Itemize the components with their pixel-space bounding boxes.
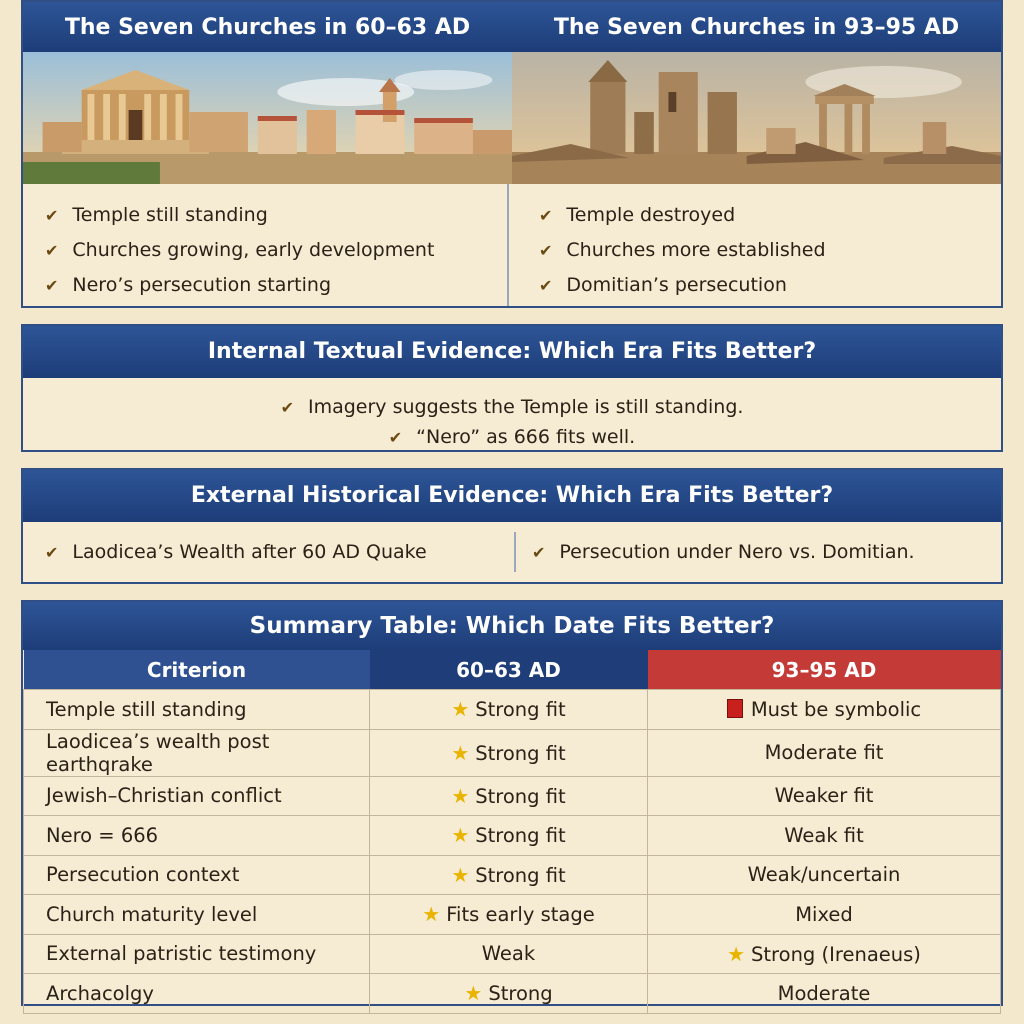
summary-table xyxy=(23,650,1001,1014)
internal-evidence-panel xyxy=(21,324,1003,452)
header-criterion: Criterion xyxy=(24,650,370,690)
criterion-cell: Persecution context xyxy=(24,855,370,895)
list-item: ✔ “Nero” as 666 fits well. xyxy=(388,426,636,448)
list-item: ✔ Temple still standing xyxy=(45,204,268,226)
era-feature-lists xyxy=(23,184,1001,306)
red-square-icon xyxy=(727,699,743,718)
criterion-cell: Jewish–Christian conflict xyxy=(24,776,370,816)
star-icon: ★ xyxy=(422,902,441,927)
late-date-cell: Weak fit xyxy=(648,816,1001,856)
check-icon: ✔ xyxy=(532,542,546,562)
early-era-list xyxy=(23,184,507,306)
table-row xyxy=(24,776,1001,816)
criterion-cell: Nero = 666 xyxy=(24,816,370,856)
criterion-cell: Temple still standing xyxy=(24,690,370,730)
era-title-early: The Seven Churches in 60–63 AD xyxy=(64,14,471,40)
external-evidence-body xyxy=(23,522,1001,582)
table-header-row xyxy=(24,650,1001,690)
early-date-cell: ★ Strong fit xyxy=(370,729,648,776)
list-item: ✔ Imagery suggests the Temple is still standing. xyxy=(280,396,744,418)
late-city-ruins-illustration xyxy=(512,52,1001,184)
list-item: ✔ Domitian’s persecution xyxy=(539,274,787,296)
star-icon: ★ xyxy=(451,740,470,765)
star-icon: ★ xyxy=(727,941,746,966)
star-icon: ★ xyxy=(451,783,470,808)
star-icon: ★ xyxy=(451,862,470,887)
late-date-cell: ★ Strong (Irenaeus) xyxy=(648,934,1001,974)
era-comparison-panel xyxy=(21,0,1003,308)
star-icon: ★ xyxy=(464,981,483,1006)
criterion-cell: External patristic testimony xyxy=(24,934,370,974)
late-era-list xyxy=(507,184,1001,306)
early-date-cell: ★ Strong fit xyxy=(370,690,648,730)
early-date-cell: ★ Strong fit xyxy=(370,816,648,856)
check-icon: ✔ xyxy=(539,276,553,295)
check-icon: ✔ xyxy=(539,206,553,225)
list-item: ✔ Persecution under Nero vs. Domitian. xyxy=(514,532,1001,572)
era-header-row xyxy=(23,2,1001,52)
era-title-late: The Seven Churches in 93–95 AD xyxy=(553,14,960,40)
header-early-date: 60–63 AD xyxy=(370,650,648,690)
late-date-cell: Mixed xyxy=(648,895,1001,935)
table-row xyxy=(24,895,1001,935)
check-icon: ✔ xyxy=(388,428,403,447)
era-illustrations xyxy=(23,52,1001,184)
early-date-cell: ★ Strong xyxy=(370,974,648,1014)
table-row xyxy=(24,816,1001,856)
criterion-cell: Church maturity level xyxy=(24,895,370,935)
late-date-cell: Moderate xyxy=(648,974,1001,1014)
table-row xyxy=(24,934,1001,974)
list-item: ✔ Temple destroyed xyxy=(539,204,736,226)
check-icon: ✔ xyxy=(45,241,59,260)
star-icon: ★ xyxy=(451,823,470,848)
external-evidence-panel xyxy=(21,468,1003,584)
external-evidence-title: External Historical Evidence: Which Era Fits Better? xyxy=(23,470,1001,522)
table-row xyxy=(24,690,1001,730)
check-icon: ✔ xyxy=(45,542,59,562)
star-icon: ★ xyxy=(451,697,470,722)
summary-title: Summary Table: Which Date Fits Better? xyxy=(23,602,1001,650)
table-row xyxy=(24,729,1001,776)
list-item: ✔ Churches more established xyxy=(539,239,826,261)
list-item: ✔ Laodicea’s Wealth after 60 AD Quake xyxy=(45,540,427,563)
internal-evidence-body xyxy=(23,378,1001,452)
late-date-cell: Weaker fit xyxy=(648,776,1001,816)
early-date-cell: Weak xyxy=(370,934,648,974)
early-date-cell: ★ Strong fit xyxy=(370,776,648,816)
internal-evidence-title: Internal Textual Evidence: Which Era Fits Better? xyxy=(23,326,1001,378)
list-item: ✔ Nero’s persecution starting xyxy=(45,274,332,296)
check-icon: ✔ xyxy=(45,276,59,295)
criterion-cell: Archacolgy xyxy=(24,974,370,1014)
late-date-cell: Must be symbolic xyxy=(648,690,1001,730)
check-icon: ✔ xyxy=(539,241,553,260)
table-row xyxy=(24,974,1001,1014)
late-date-cell: Weak/uncertain xyxy=(648,855,1001,895)
early-city-illustration xyxy=(23,52,512,184)
early-date-cell: ★ Strong fit xyxy=(370,855,648,895)
early-date-cell: ★ Fits early stage xyxy=(370,895,648,935)
list-item: ✔ Churches growing, early development xyxy=(45,239,435,261)
summary-table-panel xyxy=(21,600,1003,1006)
check-icon: ✔ xyxy=(280,398,294,417)
late-date-cell: Moderate fit xyxy=(648,729,1001,776)
check-icon: ✔ xyxy=(45,206,59,225)
criterion-cell: Laodicea’s wealth post earthqrake xyxy=(24,729,370,776)
table-row xyxy=(24,855,1001,895)
header-late-date: 93–95 AD xyxy=(648,650,1001,690)
